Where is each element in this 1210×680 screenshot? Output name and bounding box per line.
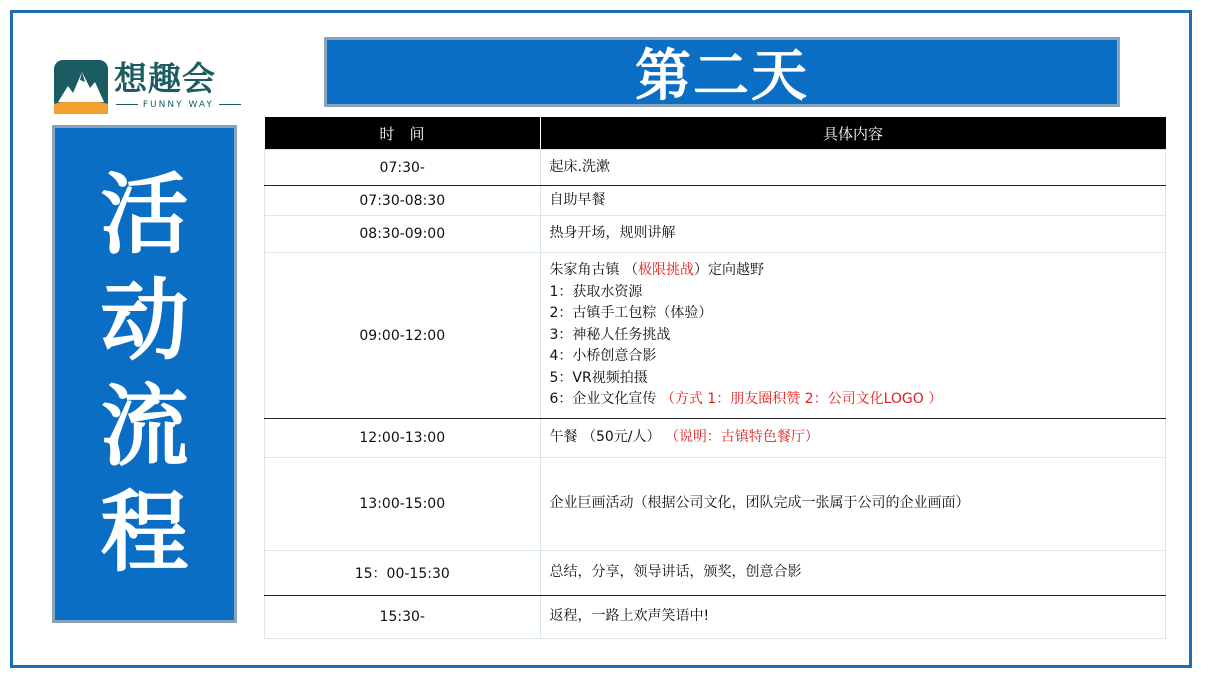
content-text: 企业巨画活动（根据公司文化，团队完成一张属于公司的企业画面）	[549, 495, 970, 512]
time-cell: 12:00-13:00	[265, 419, 541, 458]
time-cell: 09:00-12:00	[265, 253, 541, 419]
content-line	[550, 303, 1166, 325]
content-cell	[540, 186, 1166, 216]
time-cell: 15：00-15:30	[265, 551, 541, 596]
table-row	[265, 551, 1166, 596]
table-row	[265, 253, 1166, 419]
content-cell	[540, 458, 1166, 551]
side-title-char: 程	[100, 481, 189, 584]
content-line	[550, 427, 1166, 449]
content-line	[550, 389, 1166, 411]
time-cell: 15:30-	[265, 596, 541, 639]
content-cell	[540, 419, 1166, 458]
content-line	[550, 157, 1166, 179]
content-line	[550, 368, 1166, 390]
day-title: 第二天	[324, 37, 1120, 107]
column-header-time: 时 间	[265, 117, 541, 150]
content-cell	[540, 150, 1166, 186]
schedule-body	[265, 150, 1166, 639]
content-text: 起床.洗漱	[549, 158, 610, 175]
table-row	[265, 458, 1166, 551]
content-line	[550, 190, 1166, 212]
content-text: 热身开场，规则讲解	[549, 225, 676, 242]
logo-tagline: FUNNY WAY	[116, 99, 241, 111]
side-title-char: 活	[100, 163, 189, 266]
content-cell	[540, 216, 1166, 253]
content-text: ）定向越野	[693, 262, 764, 279]
content-text: 午餐 （50元/人）	[549, 429, 665, 446]
content-cell	[540, 253, 1166, 419]
content-text: 返程，一路上欢声笑语中!	[549, 608, 710, 625]
time-cell: 07:30-08:30	[265, 186, 541, 216]
table-header-row	[265, 117, 1166, 150]
content-line	[550, 562, 1166, 584]
mountain-logo-icon	[54, 60, 108, 114]
content-line	[550, 493, 1166, 515]
schedule-table	[264, 117, 1166, 639]
table-row	[265, 186, 1166, 216]
highlight-text: （说明：古镇特色餐厅）	[664, 429, 819, 446]
table-row	[265, 419, 1166, 458]
content-line	[550, 282, 1166, 304]
content-line	[550, 346, 1166, 368]
content-text: 6：企业文化宣传	[549, 391, 661, 408]
table-row	[265, 150, 1166, 186]
content-line	[550, 606, 1166, 628]
content-cell	[540, 551, 1166, 596]
content-cell	[540, 596, 1166, 639]
content-text: 1：获取水资源	[549, 283, 643, 300]
time-cell: 13:00-15:00	[265, 458, 541, 551]
time-cell: 07:30-	[265, 150, 541, 186]
content-text: 朱家角古镇 （	[549, 262, 638, 279]
column-header-content: 具体内容	[540, 117, 1166, 150]
content-text: 5：VR视频拍摄	[549, 369, 648, 386]
table-row	[265, 596, 1166, 639]
content-line	[550, 325, 1166, 347]
content-text: 自助早餐	[549, 191, 606, 208]
content-text: 2：古镇手工包粽（体验）	[549, 305, 713, 322]
logo-name: 想趣会	[114, 59, 216, 98]
content-text: 总结，分享，领导讲话，颁奖，创意合影	[549, 564, 802, 581]
content-text: 3：神秘人任务挑战	[549, 326, 671, 343]
highlight-text: 极限挑战	[637, 262, 694, 279]
time-cell: 08:30-09:00	[265, 216, 541, 253]
highlight-text: （方式 1：朋友圈积赞 2：公司文化LOGO ）	[660, 391, 943, 408]
content-line	[550, 260, 1166, 282]
side-title-char: 流	[100, 375, 189, 478]
side-title-char: 动	[100, 269, 189, 372]
logo	[54, 58, 234, 118]
side-title-panel	[52, 125, 237, 623]
content-text: 4：小桥创意合影	[549, 348, 657, 365]
table-row	[265, 216, 1166, 253]
content-line	[550, 223, 1166, 245]
